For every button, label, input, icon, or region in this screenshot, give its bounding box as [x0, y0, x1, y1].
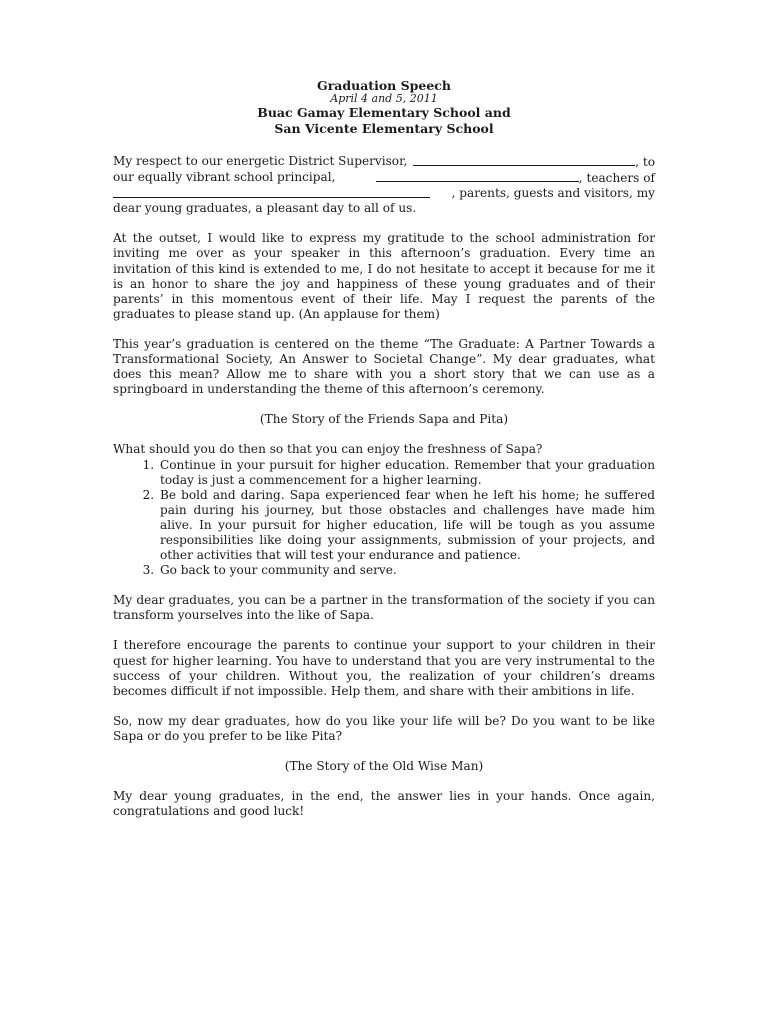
story-heading-sapa-pita: (The Story of the Friends Sapa and Pita)	[259, 412, 509, 427]
paragraph-transformation: My dear graduates, you can be a partner in the transformation of the society if you can transform yourselves into the like of Sapa.	[113, 593, 655, 623]
paragraph-parents: I therefore encourage the parents to continue your support to your children in their quest for higher learning. You have to understand that you are very instrumental to the success of your children. Without you, the realization of your children’s dreams becomes difficult if not impossible. Help them, and share with their ambitions in life.	[113, 638, 655, 698]
greeting-paragraph	[113, 154, 655, 216]
speech-content	[113, 78, 655, 834]
school-name-line1: Buac Gamay Elementary School and	[257, 105, 511, 120]
paragraph-choice: So, now my dear graduates, how do you like your life will be? Do you want to be like Sapa or do you prefer to be like Pita?	[113, 713, 655, 743]
greeting-text-1-end: , to	[635, 155, 655, 169]
story-heading-old-wise-man: (The Story of the Old Wise Man)	[284, 759, 484, 773]
document-date: April 4 and 5, 2011	[330, 92, 438, 105]
greeting-line-2	[113, 170, 655, 186]
paragraph-gratitude: At the outset, I would like to express my gratitude to the school administration for inviting me over as your speaker in this afternoon’s graduation. Every time an invitation of this kind is extended to me, I do not hesitate to accept it because for me it is an honor to share the joy and happiness of these young graduates and of their parents’ in this momentous event of their life. May I request the parents of the graduates to please stand up. (An applause for them)	[113, 231, 655, 321]
supervisor-name-blank	[413, 154, 635, 166]
greeting-line-4: dear young graduates, a pleasant day to all of us.	[113, 201, 417, 216]
document-header	[113, 78, 655, 137]
greeting-text-3-end: , parents, guests and visitors, my	[451, 186, 655, 201]
document-title: Graduation Speech	[317, 78, 451, 93]
list-item: 1. Continue in your pursuit for higher education. Remember that your graduation today is just a commencement for a higher learning.	[158, 458, 655, 488]
paragraph-theme: This year’s graduation is centered on the theme “The Graduate: A Partner Towards a Transformational Society, An Answer to Societal Change”. My dear graduates, what does this mean? Allow me to share with you a short story that we can use as a springboard in understanding the theme of this afternoon’s ceremony.	[113, 336, 655, 397]
greeting-text-1: My respect to our energetic District Supervisor,	[113, 154, 408, 168]
greeting-line-1	[113, 154, 655, 170]
list-item: 3. Go back to your community and serve.	[158, 563, 655, 578]
paragraph-question: What should you do then so that you can enjoy the freshness of Sapa?	[113, 442, 543, 457]
greeting-line-3	[113, 186, 655, 201]
advice-list	[113, 458, 655, 579]
school-name-line2: San Vicente Elementary School	[274, 121, 494, 136]
principal-name-blank	[376, 170, 579, 182]
list-item: 2. Be bold and daring. Sapa experienced fear when he left his home; he suffered pain during his journey, but those obstacles and challenges have made him alive. In your pursuit for higher education, life will be tough as you assume responsibilities like doing your assignments, submission of your projects, and other activities that will test your endurance and patience.	[158, 488, 655, 563]
greeting-text-2-end: , teachers of	[578, 171, 655, 186]
teachers-blank	[113, 186, 430, 198]
paragraph-closing: My dear young graduates, in the end, the answer lies in your hands. Once again, congratulations and good luck!	[113, 789, 655, 819]
greeting-text-2: our equally vibrant school principal,	[113, 170, 336, 185]
